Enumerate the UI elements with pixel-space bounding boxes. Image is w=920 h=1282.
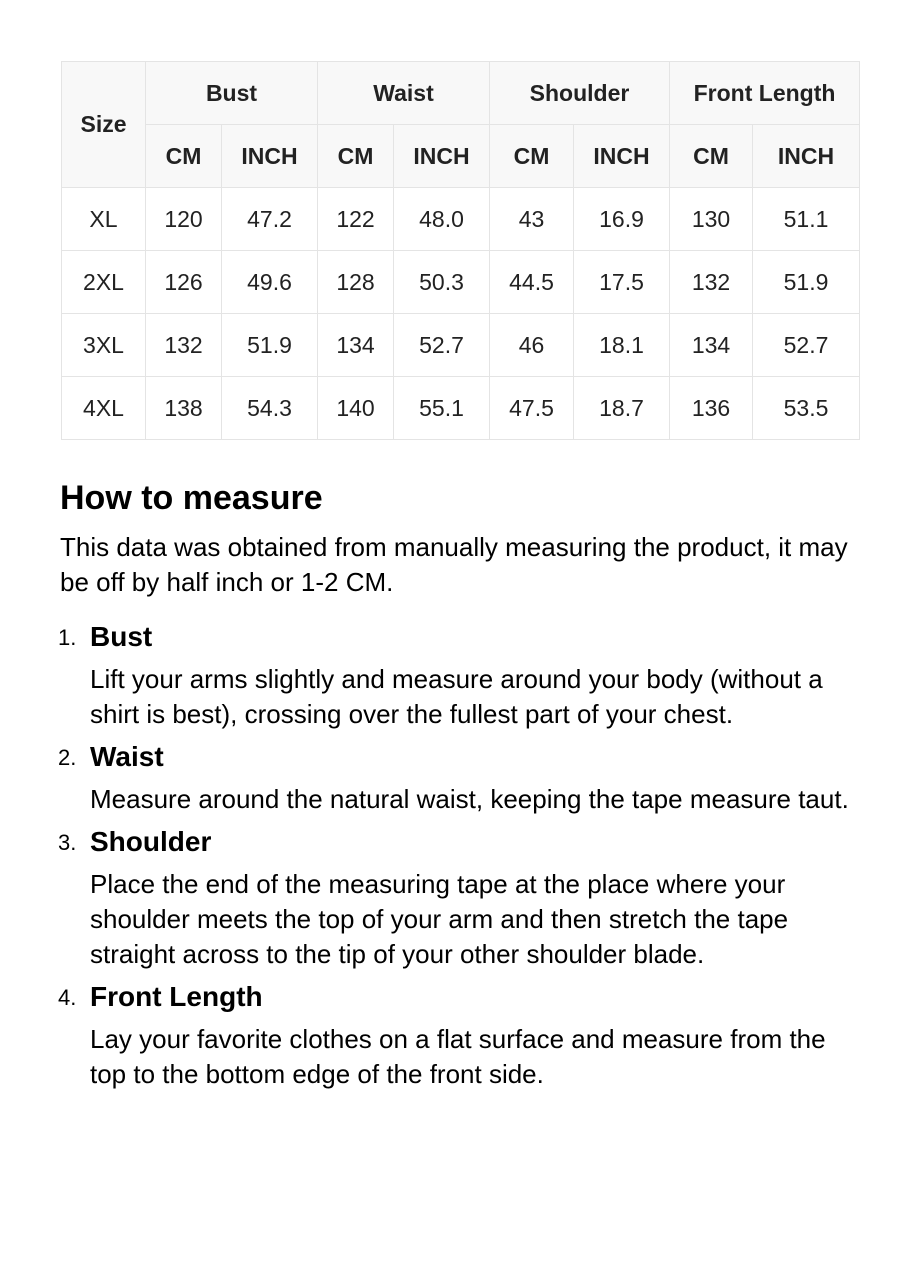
size-cell: 3XL — [62, 314, 146, 377]
header-shoulder: Shoulder — [490, 62, 670, 125]
table-row — [62, 251, 860, 314]
step-title: Bust — [90, 621, 153, 652]
step-title: Shoulder — [90, 826, 212, 857]
value-cell: 17.5 — [574, 251, 670, 314]
table-header-row-groups — [62, 62, 860, 125]
value-cell: 130 — [670, 188, 753, 251]
value-cell: 18.7 — [574, 377, 670, 440]
unit-header: CM — [670, 125, 753, 188]
value-cell: 48.0 — [394, 188, 490, 251]
value-cell: 132 — [146, 314, 222, 377]
step-shoulder — [60, 825, 860, 972]
value-cell: 47.2 — [222, 188, 318, 251]
value-cell: 138 — [146, 377, 222, 440]
value-cell: 16.9 — [574, 188, 670, 251]
step-description: Lay your favorite clothes on a flat surface and measure from the top to the bottom edge of the front side. — [90, 1024, 826, 1089]
table-row — [62, 314, 860, 377]
value-cell: 126 — [146, 251, 222, 314]
value-cell: 54.3 — [222, 377, 318, 440]
value-cell: 47.5 — [490, 377, 574, 440]
unit-header: INCH — [574, 125, 670, 188]
value-cell: 44.5 — [490, 251, 574, 314]
table-row — [62, 188, 860, 251]
value-cell: 51.9 — [753, 251, 860, 314]
value-cell: 134 — [318, 314, 394, 377]
step-title: Waist — [90, 741, 164, 772]
step-front-length — [60, 980, 860, 1092]
value-cell: 51.1 — [753, 188, 860, 251]
header-waist: Waist — [318, 62, 490, 125]
header-front-length: Front Length — [670, 62, 860, 125]
value-cell: 51.9 — [222, 314, 318, 377]
header-bust: Bust — [146, 62, 318, 125]
unit-header: CM — [318, 125, 394, 188]
value-cell: 49.6 — [222, 251, 318, 314]
step-number: 3. — [58, 830, 77, 855]
step-description: Place the end of the measuring tape at the place where your shoulder meets the top of your arm and then stretch the tape straight across to the tip of your other shoulder blade. — [90, 869, 789, 969]
value-cell: 43 — [490, 188, 574, 251]
value-cell: 120 — [146, 188, 222, 251]
step-number: 2. — [58, 745, 77, 770]
value-cell: 132 — [670, 251, 753, 314]
section-title: How to measure — [60, 479, 323, 517]
how-to-measure-section — [60, 476, 860, 1100]
step-description: Measure around the natural waist, keeping the tape measure taut. — [90, 784, 849, 814]
step-waist — [60, 740, 860, 817]
size-cell: XL — [62, 188, 146, 251]
value-cell: 52.7 — [753, 314, 860, 377]
size-chart-table — [61, 61, 860, 440]
step-title: Front Length — [90, 981, 263, 1012]
value-cell: 46 — [490, 314, 574, 377]
table-header-row-units — [62, 125, 860, 188]
unit-header: INCH — [753, 125, 860, 188]
value-cell: 134 — [670, 314, 753, 377]
size-cell: 2XL — [62, 251, 146, 314]
value-cell: 18.1 — [574, 314, 670, 377]
step-bust — [60, 620, 860, 732]
size-cell: 4XL — [62, 377, 146, 440]
measure-steps-list — [60, 620, 860, 1092]
step-number: 1. — [58, 625, 77, 650]
step-number: 4. — [58, 985, 77, 1010]
unit-header: CM — [490, 125, 574, 188]
intro-text: This data was obtained from manually measuring the product, it may be off by half inch or 1-2 CM. — [60, 532, 848, 597]
header-size: Size — [62, 62, 146, 188]
value-cell: 52.7 — [394, 314, 490, 377]
table-row — [62, 377, 860, 440]
value-cell: 128 — [318, 251, 394, 314]
value-cell: 50.3 — [394, 251, 490, 314]
value-cell: 55.1 — [394, 377, 490, 440]
unit-header: INCH — [394, 125, 490, 188]
step-description: Lift your arms slightly and measure around your body (without a shirt is best), crossing over the fullest part of your chest. — [90, 664, 823, 729]
value-cell: 140 — [318, 377, 394, 440]
unit-header: INCH — [222, 125, 318, 188]
value-cell: 136 — [670, 377, 753, 440]
value-cell: 122 — [318, 188, 394, 251]
unit-header: CM — [146, 125, 222, 188]
value-cell: 53.5 — [753, 377, 860, 440]
